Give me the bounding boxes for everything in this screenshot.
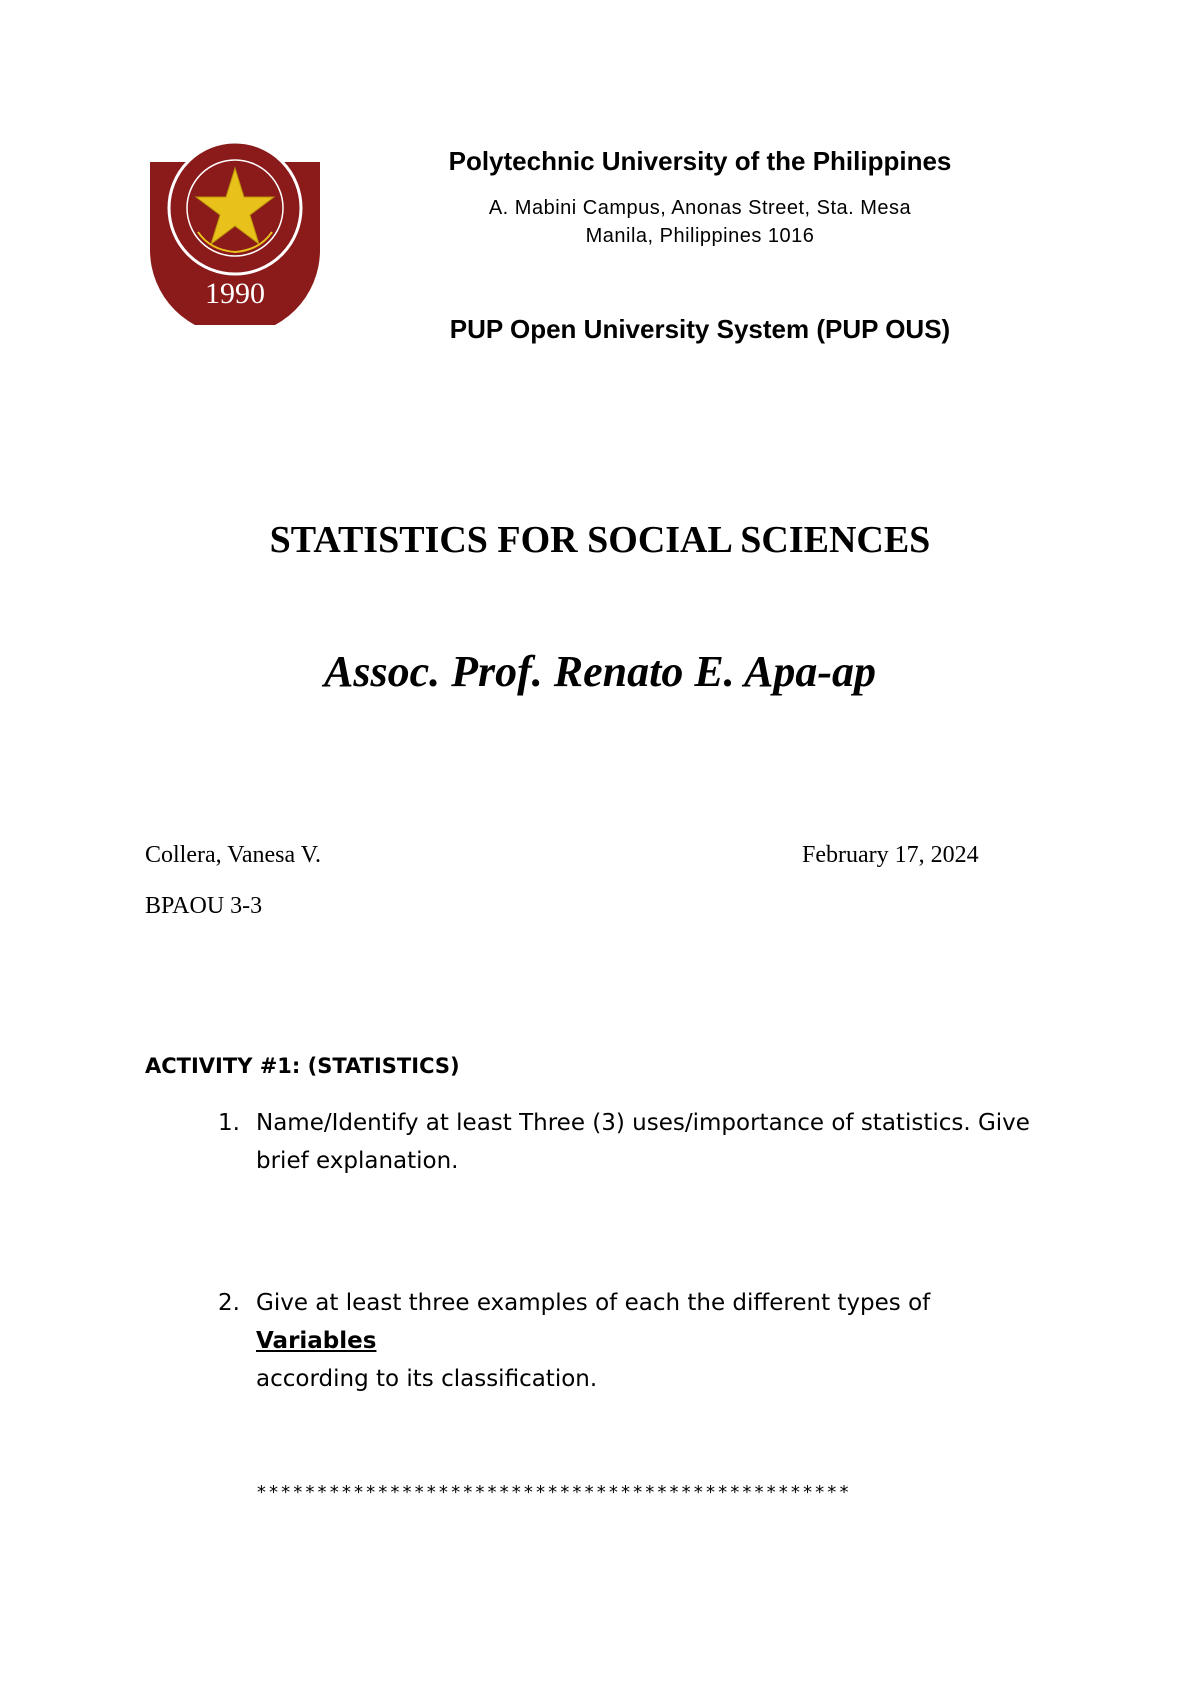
question-2-line1: Give at least three examples of each the different types of	[256, 1290, 931, 1316]
question-1	[256, 1104, 1056, 1180]
student-section: BPAOU 3-3	[145, 893, 263, 919]
question-2-number: 2.	[218, 1290, 240, 1316]
university-name: Polytechnic University of the Philippines	[448, 146, 952, 176]
question-2-line2: according to its classification.	[256, 1366, 598, 1392]
campus-address: A. Mabini Campus, Anonas Street, Sta. Mesa	[488, 197, 912, 219]
logo-year: 1990	[205, 277, 265, 310]
activity-title: ACTIVITY #1: (STATISTICS)	[145, 1054, 460, 1078]
asterisk-separator: *************************************************	[256, 1482, 851, 1503]
question-1-line2: brief explanation.	[256, 1148, 459, 1174]
city-address: Manila, Philippines 1016	[585, 225, 815, 247]
question-2	[256, 1284, 1056, 1398]
student-name: Collera, Vanesa V.	[145, 842, 321, 868]
pup-logo	[150, 140, 320, 325]
question-1-line1: Name/Identify at least Three (3) uses/importance of statistics. Give	[256, 1110, 1030, 1136]
question-1-number: 1.	[218, 1110, 240, 1136]
ous-name: PUP Open University System (PUP OUS)	[449, 314, 951, 344]
question-2-keyword: Variables	[256, 1328, 377, 1354]
professor-name: Assoc. Prof. Renato E. Apa-ap	[323, 647, 877, 696]
course-title: STATISTICS FOR SOCIAL SCIENCES	[269, 519, 931, 561]
submission-date: February 17, 2024	[802, 842, 979, 868]
